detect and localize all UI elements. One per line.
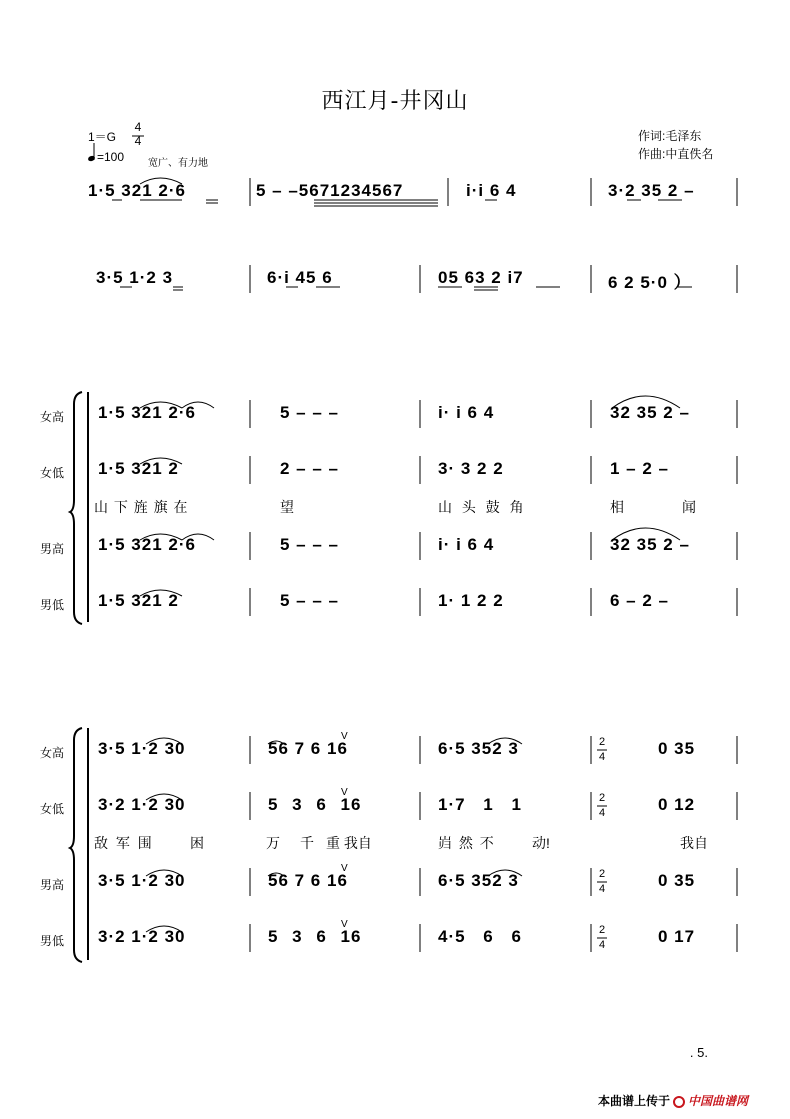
- intro-bar-2: 5 – –5671234567: [256, 181, 404, 200]
- time-change-tenor: 2 4: [598, 868, 606, 895]
- intro-bar-1: 1·5 321 2·6: [88, 181, 186, 200]
- s1-alto-bar-4: 1 – 2 –: [610, 459, 669, 478]
- s2-tenor-bar-2: 56 7 6 16: [268, 871, 348, 890]
- tempo-value: =100: [97, 150, 125, 164]
- part-label-tenor-2: 男高: [40, 878, 65, 892]
- part-label-alto: 女低: [40, 466, 65, 480]
- s1-bass-bar-1: 1·5 321 2: [98, 591, 179, 610]
- s1-tenor-bar-3: i· i 6 4: [438, 535, 495, 554]
- s1-soprano-bar-2: 5 – – –: [280, 403, 339, 422]
- footer-text: 本曲谱上传于: [598, 1094, 671, 1108]
- s1-alto-bar-3: 3· 3 2 2: [438, 459, 504, 478]
- s1-alto-bar-2: 2 – – –: [280, 459, 339, 478]
- s1-lyric-5: 闻: [682, 499, 696, 515]
- s2-lyric-5: 重 我自: [326, 835, 372, 851]
- footer-credit: [598, 1092, 748, 1109]
- intro-bar-3: i·i 6 4: [466, 181, 517, 200]
- s2-bass-bar-2: 5 3 6 16: [268, 927, 362, 946]
- s1-lyric-4: 相: [610, 499, 624, 515]
- page-title: 西江月-井冈山: [321, 89, 469, 114]
- breath-mark-bass: V: [341, 919, 348, 930]
- part-label-bass-2: 男低: [40, 934, 65, 948]
- time-change-soprano: 2 4: [598, 736, 606, 763]
- s2-bass-bar-3: 4·5 6 6: [438, 927, 522, 946]
- s2-tenor-bar-4: 0 35: [658, 871, 696, 890]
- s1-soprano-bar-4: 32 35 2 –: [610, 403, 690, 422]
- page-number: . 5.: [689, 1045, 708, 1060]
- s1-lyric-1: 山 下 旌 旗 在: [94, 499, 188, 515]
- s1-lyric-2: 望: [280, 499, 294, 515]
- s2-lyric-6: 岿 然 不: [438, 835, 494, 851]
- time-change-alto: 2 4: [598, 792, 606, 819]
- part-label-bass: 男低: [40, 598, 65, 612]
- s2-lyric-4: 千: [300, 835, 314, 851]
- s1-tenor-bar-2: 5 – – –: [280, 535, 339, 554]
- s1-lyric-3: 山 头 鼓 角: [438, 499, 524, 515]
- s2-alto-bar-3: 1·7 1 1: [438, 795, 522, 814]
- part-label-soprano: 女高: [40, 410, 65, 424]
- s2-lyric-7: 动!: [532, 835, 550, 851]
- s1-tenor-bar-4: 32 35 2 –: [610, 535, 690, 554]
- s2-tenor-bar-3: 6·5 352 3: [438, 871, 519, 890]
- breath-mark-tenor: V: [341, 863, 348, 874]
- s2-soprano-bar-4: 0 35: [658, 739, 696, 758]
- s2-lyric-3: 万: [266, 835, 280, 851]
- part-label-alto-2: 女低: [40, 802, 65, 816]
- s1-tenor-bar-1: 1·5 321 2·6: [98, 535, 196, 554]
- expression-mark: 宽广、有力地: [148, 158, 208, 169]
- intro-bar-7: 05 63 2 i7: [438, 268, 524, 287]
- site-logo-icon: [673, 1096, 685, 1108]
- intro-bar-4: 3·2 35 2 –: [608, 181, 695, 200]
- s2-alto-bar-2: 5 3 6 16: [268, 795, 362, 814]
- s1-alto-bar-1: 1·5 321 2: [98, 459, 179, 478]
- s1-bass-bar-2: 5 – – –: [280, 591, 339, 610]
- breath-mark-alto: V: [341, 787, 348, 798]
- s2-lyric-8: 我自: [680, 835, 708, 851]
- s2-soprano-bar-3: 6·5 352 3: [438, 739, 519, 758]
- s1-soprano-bar-3: i· i 6 4: [438, 403, 495, 422]
- s2-soprano-bar-2: 56 7 6 16: [268, 739, 348, 758]
- s1-bass-bar-4: 6 – 2 –: [610, 591, 669, 610]
- s2-alto-bar-1: 3·2 1·2 30: [98, 795, 186, 814]
- intro-bar-5: 3·5 1·2 3: [96, 268, 174, 287]
- footer-site-name: 中国曲谱网: [688, 1094, 749, 1108]
- s2-lyric-1: 敌 军 围: [94, 835, 152, 851]
- time-signature-denominator: 4: [134, 134, 142, 148]
- s2-soprano-bar-1: 3·5 1·2 30: [98, 739, 186, 758]
- part-label-soprano-2: 女高: [40, 746, 65, 760]
- intro-bar-6: 6·i 45 6: [267, 268, 333, 287]
- s2-bass-bar-4: 0 17: [658, 927, 696, 946]
- s2-lyric-2: 困: [190, 835, 204, 851]
- time-signature-numerator: 4: [134, 120, 142, 134]
- intro-bar-8: 6 2 5·0 ）: [608, 273, 692, 292]
- part-label-tenor: 男高: [40, 542, 65, 556]
- key-signature: 1＝G: [88, 130, 117, 144]
- s2-tenor-bar-1: 3·5 1·2 30: [98, 871, 186, 890]
- s1-soprano-bar-1: 1·5 321 2·6: [98, 403, 196, 422]
- s2-bass-bar-1: 3·2 1·2 30: [98, 927, 186, 946]
- composer-credit: 作曲:中直佚名: [638, 147, 714, 161]
- lyricist-credit: 作词:毛泽东: [638, 129, 702, 143]
- s1-bass-bar-3: 1· 1 2 2: [438, 591, 504, 610]
- time-change-bass: 2 4: [598, 924, 606, 951]
- s2-alto-bar-4: 0 12: [658, 795, 696, 814]
- breath-mark-soprano: V: [341, 731, 348, 742]
